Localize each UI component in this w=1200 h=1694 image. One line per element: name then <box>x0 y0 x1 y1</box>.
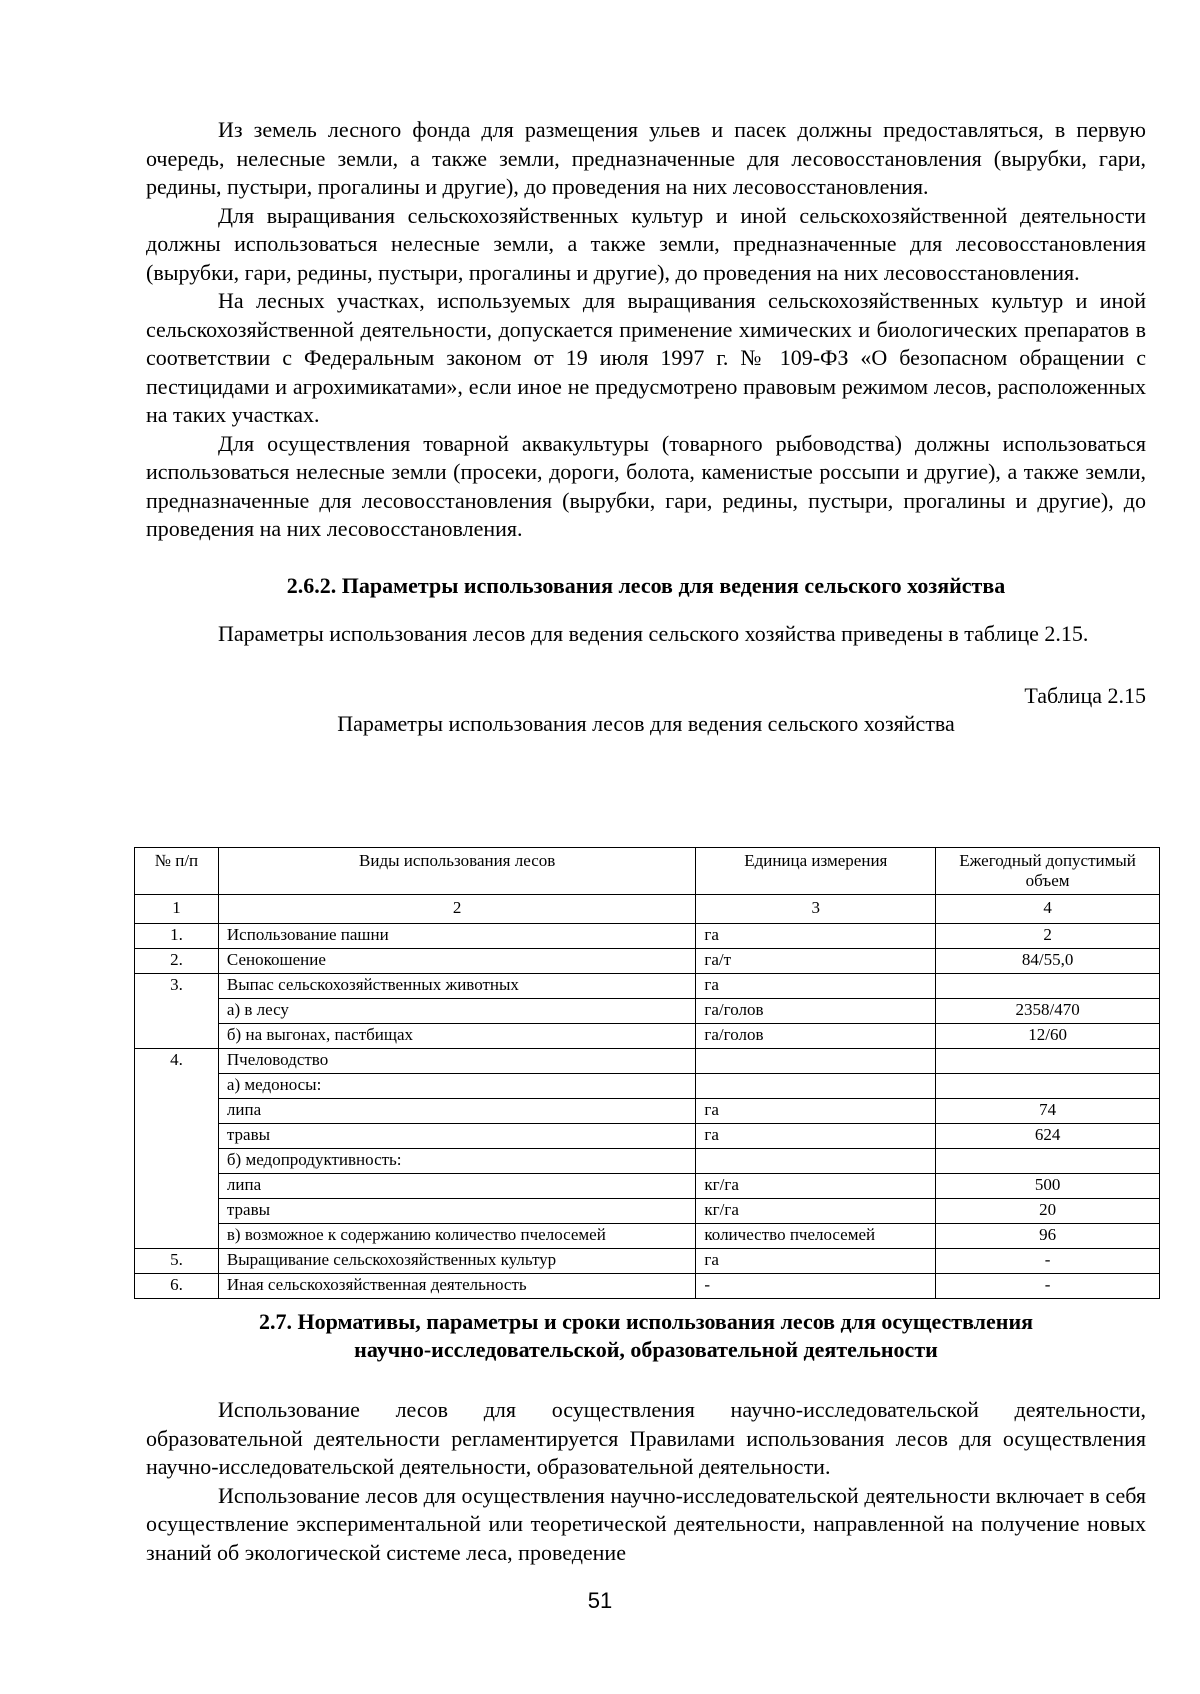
paragraph: Для выращивания сельскохозяйственных культур и иной сельскохозяйственной деятельности должны использоваться нелесные земли, а также земли, предназначенные для лесовосстановления (вырубки, гари, редины, пустыри, прогалины и другие), до проведения на них лесовосстановления. <box>146 202 1146 285</box>
row-num: 2. <box>135 949 219 974</box>
table-row <box>135 1049 1160 1074</box>
row-name: липа <box>218 1099 696 1124</box>
row-name: Выращивание сельскохозяйственных культур <box>218 1249 696 1274</box>
table-row <box>135 949 1160 974</box>
table-row <box>135 924 1160 949</box>
table-row <box>135 1024 1160 1049</box>
row-unit: га <box>696 924 936 949</box>
table-row <box>135 1199 1160 1224</box>
header-type: Виды использования лесов <box>218 848 696 895</box>
row-value: - <box>936 1249 1160 1274</box>
col-number: 4 <box>936 895 1160 924</box>
table-row <box>135 1224 1160 1249</box>
section-heading-2-6-2: 2.6.2. Параметры использования лесов для ведения сельского хозяйства <box>286 572 1006 598</box>
paragraph: Из земель лесного фонда для размещения ульев и пасек должны предоставляться, в первую очередь, нелесные земли, а также земли, предназначенные для лесовосстановления (вырубки, гари, редины, пустыри, прогалины и другие), до проведения на них лесовосстановления. <box>146 117 1146 199</box>
row-unit: га <box>696 974 936 999</box>
header-num: № п/п <box>135 848 219 895</box>
table-row <box>135 1074 1160 1099</box>
row-value <box>936 1049 1160 1074</box>
section-2-7-block <box>146 1308 1146 1567</box>
table-row <box>135 1174 1160 1199</box>
col-number: 3 <box>696 895 936 924</box>
row-name: в) возможное к содержанию количество пчелосемей <box>218 1224 696 1249</box>
row-num: 3. <box>135 974 219 1049</box>
row-name: Сенокошение <box>218 949 696 974</box>
row-unit: га <box>696 1249 936 1274</box>
row-value <box>936 974 1160 999</box>
row-name: Использование пашни <box>218 924 696 949</box>
row-name: а) медоносы: <box>218 1074 696 1099</box>
paragraph: Использование лесов для осуществления научно-исследовательской деятельности включает в себя осуществление экспериментальной или теоретической деятельности, направленной на получение новых знаний об экологической системе леса, проведение <box>146 1482 1146 1565</box>
row-name: б) на выгонах, пастбищах <box>218 1024 696 1049</box>
table-caption: Параметры использования лесов для ведения сельского хозяйства <box>337 711 955 736</box>
row-num: 1. <box>135 924 219 949</box>
row-name: Иная сельскохозяйственная деятельность <box>218 1274 696 1299</box>
section-heading-2-7-line2: научно-исследовательской, образовательной деятельности <box>354 1337 938 1362</box>
section-intro-paragraph: Параметры использования лесов для ведения сельского хозяйства приведены в таблице 2.15. <box>218 620 1089 646</box>
row-unit: га <box>696 1099 936 1124</box>
parameters-table <box>134 847 1160 1299</box>
top-text-block <box>146 116 1146 758</box>
paragraph: На лесных участках, используемых для выращивания сельскохозяйственных культур и иной сельскохозяйственной деятельности, допускается применение химических и биологических препаратов в соответствии с Федеральным законом от 19 июля 1997 г. № 109-ФЗ «О безопасном обращении с пестицидами и агрохимикатами», если иное не предусмотрено правовым режимом лесов, расположенных на таких участках. <box>146 288 1146 427</box>
row-unit: количество пчелосемей <box>696 1224 936 1249</box>
row-unit: га/голов <box>696 999 936 1024</box>
row-unit: кг/га <box>696 1174 936 1199</box>
row-num: 5. <box>135 1249 219 1274</box>
row-value <box>936 1074 1160 1099</box>
row-unit <box>696 1049 936 1074</box>
row-unit: - <box>696 1274 936 1299</box>
row-unit <box>696 1074 936 1099</box>
table-row <box>135 1124 1160 1149</box>
header-unit: Единица измерения <box>696 848 936 895</box>
row-name: травы <box>218 1124 696 1149</box>
row-value <box>936 1149 1160 1174</box>
row-name: б) медопродуктивность: <box>218 1149 696 1174</box>
row-value: 500 <box>936 1174 1160 1199</box>
table-row <box>135 1149 1160 1174</box>
table-label: Таблица 2.15 <box>1024 683 1146 708</box>
row-value: 624 <box>936 1124 1160 1149</box>
row-name: Выпас сельскохозяйственных животных <box>218 974 696 999</box>
row-value: 20 <box>936 1199 1160 1224</box>
row-value: 74 <box>936 1099 1160 1124</box>
row-num: 6. <box>135 1274 219 1299</box>
table-row <box>135 999 1160 1024</box>
table-header-row <box>135 848 1160 895</box>
row-num: 4. <box>135 1049 219 1249</box>
row-name: липа <box>218 1174 696 1199</box>
row-name: а) в лесу <box>218 999 696 1024</box>
section-heading-2-7-line1: 2.7. Нормативы, параметры и сроки использования лесов для осуществления <box>258 1309 1034 1334</box>
table-row <box>135 1274 1160 1299</box>
row-value: - <box>936 1274 1160 1299</box>
row-value: 2 <box>936 924 1160 949</box>
table-row <box>135 1249 1160 1274</box>
row-value: 84/55,0 <box>936 949 1160 974</box>
row-name: травы <box>218 1199 696 1224</box>
table-column-numbers-row <box>135 895 1160 924</box>
col-number: 2 <box>218 895 696 924</box>
row-value: 2358/470 <box>936 999 1160 1024</box>
page-number: 51 <box>587 1588 613 1613</box>
row-value: 96 <box>936 1224 1160 1249</box>
row-unit <box>696 1149 936 1174</box>
row-unit: кг/га <box>696 1199 936 1224</box>
row-unit: га <box>696 1124 936 1149</box>
paragraph: Для осуществления товарной аквакультуры (товарного рыбоводства) должны использоваться использоваться нелесные земли (просеки, дороги, болота, каменистые россыпи и другие), а также земли, предназначенные для лесовосстановления (вырубки, гари, редины, пустыри, прогалины и другие), до проведения на них лесовосстановления. <box>146 430 1146 541</box>
row-name: Пчеловодство <box>218 1049 696 1074</box>
paragraph: Использование лесов для осуществления научно-исследовательской деятельности, образовательной деятельности регламентируется Правилами использования лесов для осуществления научно-исследовательской деятельности, образовательной деятельности. <box>146 1397 1146 1479</box>
table-row <box>135 1099 1160 1124</box>
row-value: 12/60 <box>936 1024 1160 1049</box>
col-number: 1 <box>135 895 219 924</box>
table-row <box>135 974 1160 999</box>
header-volume: Ежегодный допустимый объем <box>936 848 1160 895</box>
row-unit: га/т <box>696 949 936 974</box>
row-unit: га/голов <box>696 1024 936 1049</box>
